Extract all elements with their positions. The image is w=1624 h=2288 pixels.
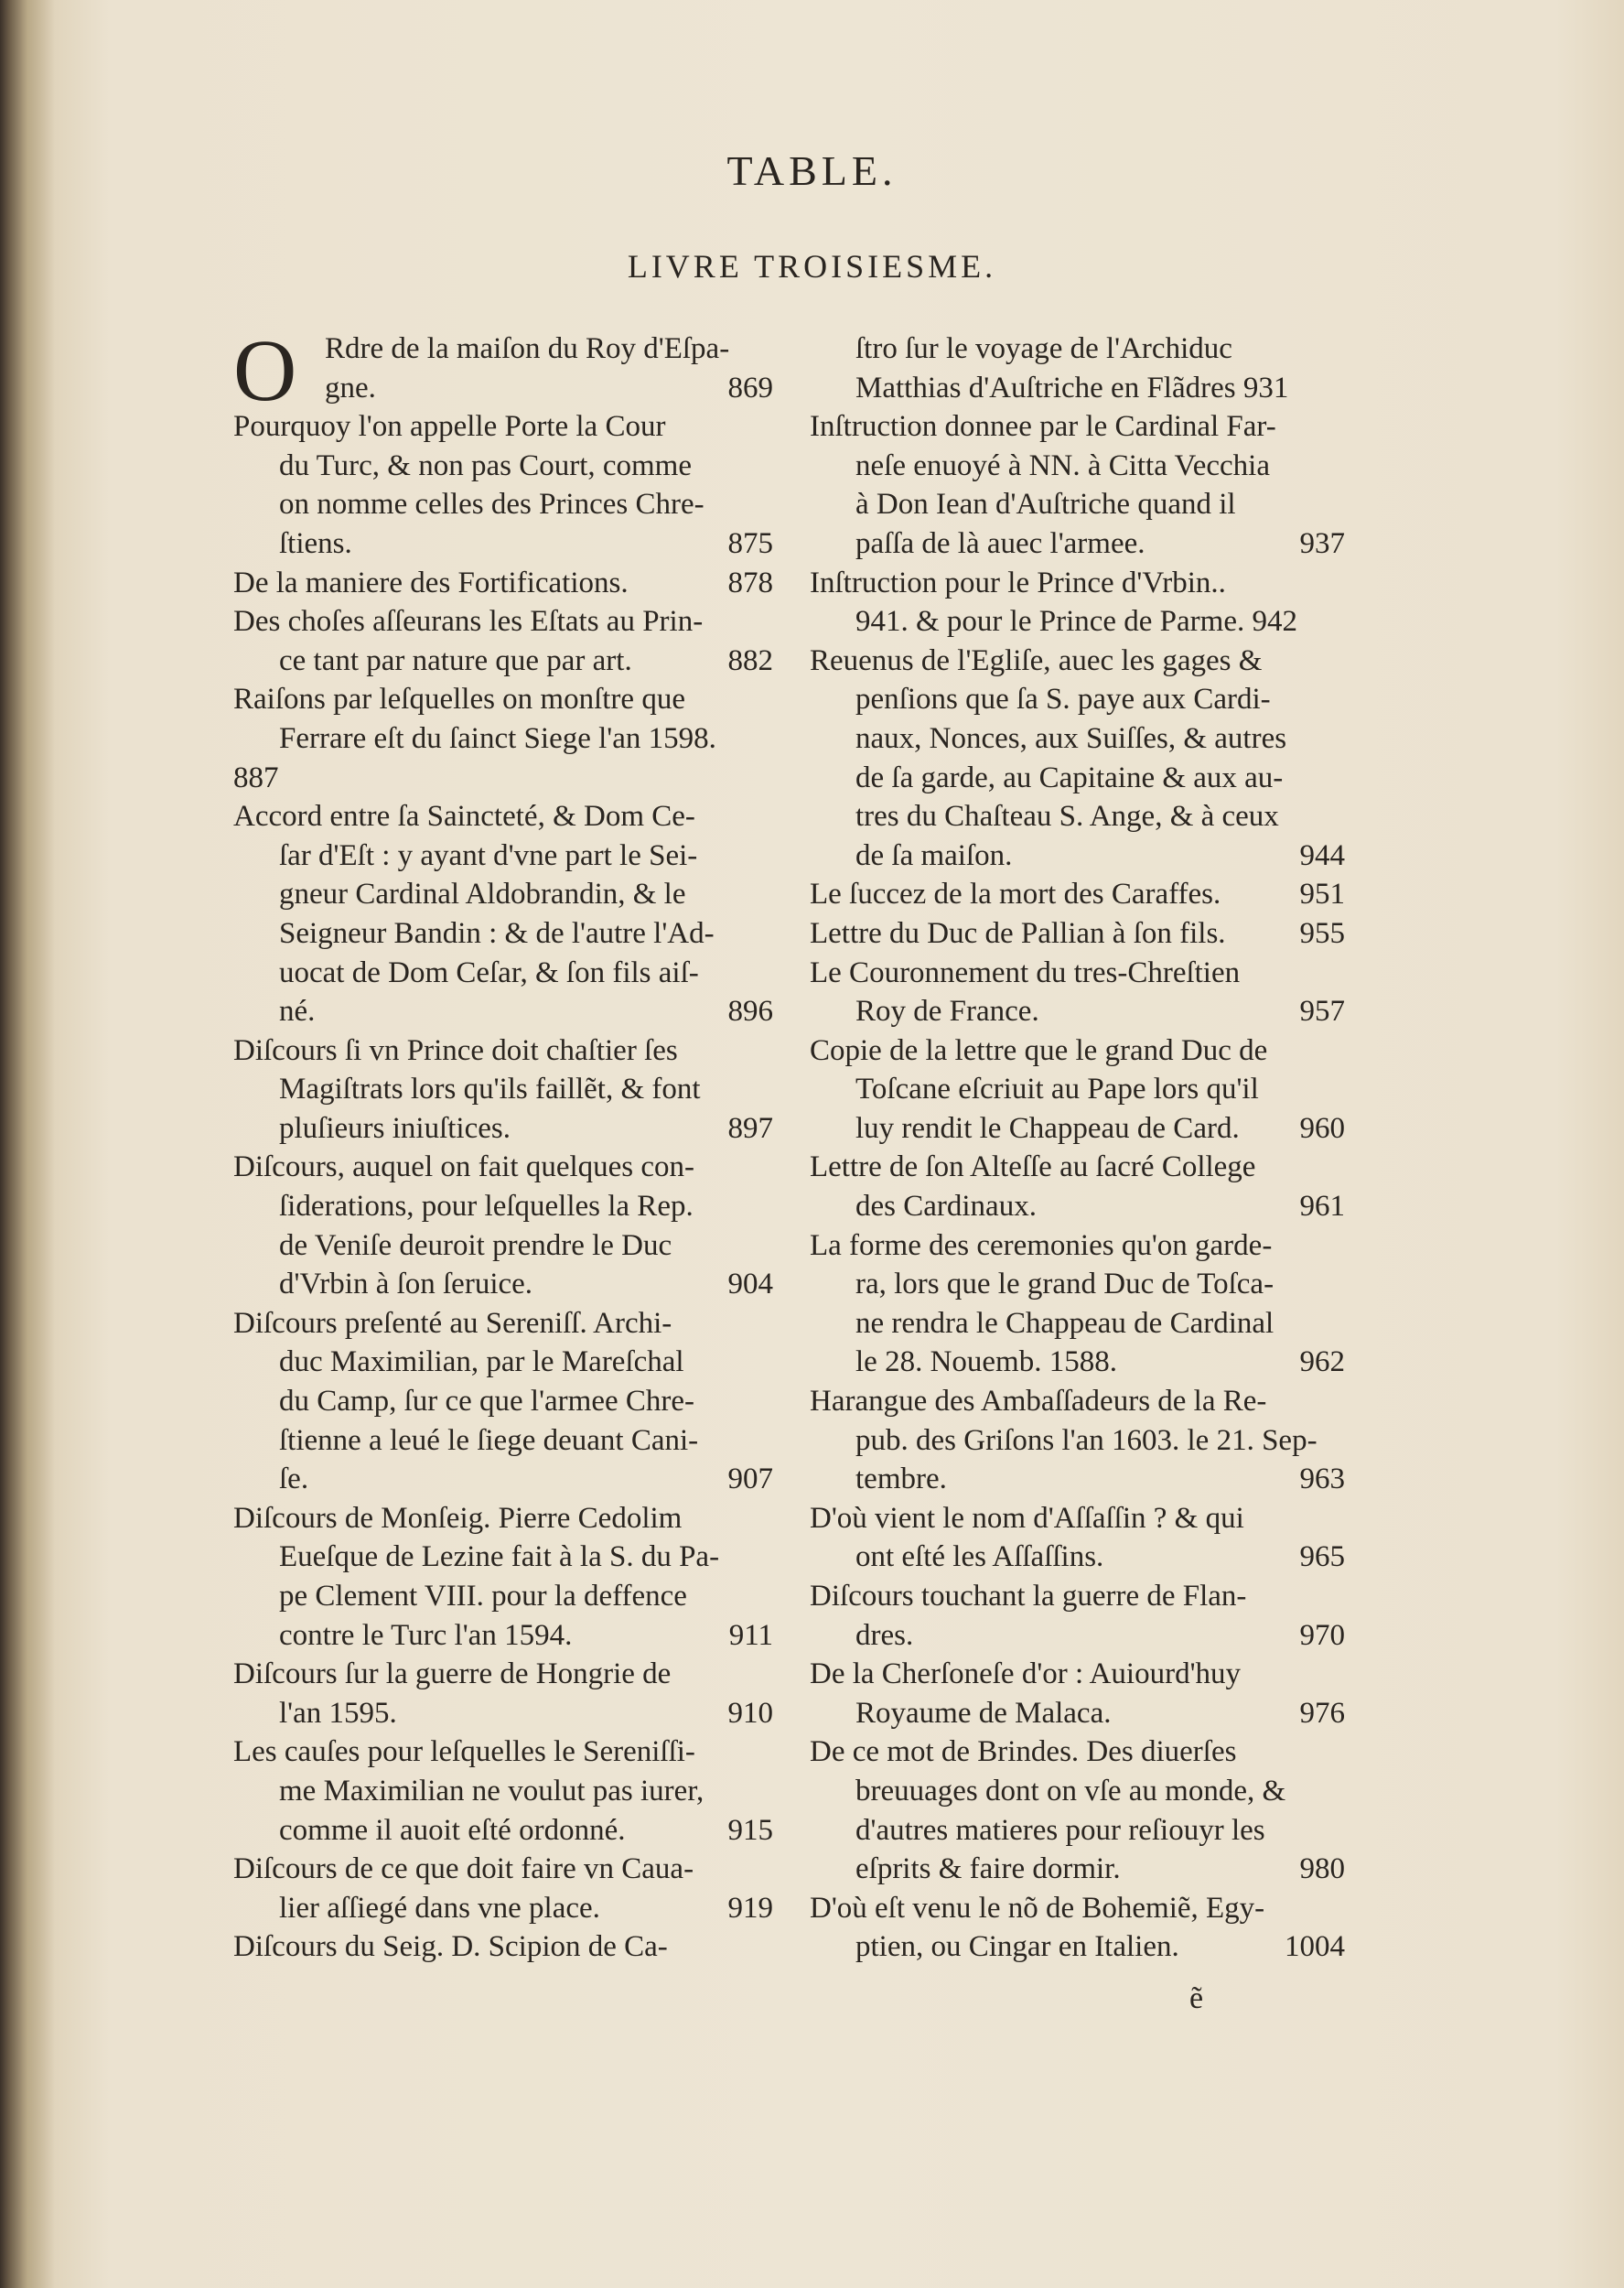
toc-entry-line	[233, 1460, 773, 1499]
toc-entry-line	[233, 1382, 773, 1421]
toc-page-number: 961	[1299, 1190, 1345, 1224]
toc-entry-line	[233, 524, 773, 564]
toc-entry-text: tembre.	[855, 1462, 947, 1496]
toc-entry-text: Royaume de Malaca.	[855, 1696, 1112, 1730]
toc-entry-line	[810, 1187, 1345, 1226]
toc-entry-text: me Maximilian ne voulut pas iurer,	[279, 1774, 704, 1808]
toc-entry-line	[810, 1265, 1345, 1304]
toc-page-number: 919	[727, 1891, 773, 1925]
toc-entry-line	[810, 1889, 1345, 1928]
toc-entry-line	[233, 602, 773, 642]
toc-entry-text: De ce mot de Brindes. Des diuerſes	[810, 1735, 1237, 1769]
toc-entry-line	[233, 1811, 773, 1851]
toc-entry-text: neſe enuoyé à NN. à Citta Vecchia	[855, 448, 1270, 482]
toc-entry-line	[810, 1694, 1345, 1733]
toc-entry-line	[233, 485, 773, 524]
toc-entry-line	[810, 329, 1345, 369]
toc-entry-text: des Cardinaux.	[855, 1190, 1037, 1224]
toc-entry-line	[233, 642, 773, 681]
toc-entry-text: eſprits & faire dormir.	[855, 1852, 1121, 1886]
toc-entry-text: Le Couronnement du tres-Chreſtien	[810, 955, 1241, 989]
toc-entry-text: pub. des Griſons l'an 1603. le 21. Sep-	[855, 1423, 1317, 1457]
toc-entry-text: paſſa de là auec l'armee.	[855, 526, 1145, 560]
toc-entry-line	[233, 447, 773, 486]
toc-page-number: 944	[1299, 838, 1345, 872]
toc-page-number: 960	[1299, 1111, 1345, 1145]
toc-entry-text: De la maniere des Fortifications.	[233, 566, 629, 599]
toc-entry-line	[810, 564, 1345, 603]
catchword: ẽ	[1189, 1981, 1204, 2015]
toc-entry-line	[810, 875, 1345, 914]
toc-entry-line	[810, 1655, 1345, 1694]
toc-entry-text: Les cauſes pour leſquelles le Sereniſſi-	[233, 1735, 695, 1769]
toc-entry-line	[233, 836, 773, 876]
toc-page-number: 980	[1299, 1852, 1345, 1886]
toc-entry-line	[810, 1927, 1345, 1967]
toc-entry-line	[810, 1460, 1345, 1499]
toc-entry-text: Le ſuccez de la mort des Caraffes.	[810, 878, 1221, 912]
toc-entry-line	[810, 485, 1345, 524]
toc-entry-line	[233, 564, 773, 603]
toc-entry-line	[233, 914, 773, 954]
toc-entry-text: d'autres matieres pour reſiouyr les	[855, 1813, 1265, 1847]
toc-entry-text: De la Cherſoneſe d'or : Auiourd'huy	[810, 1657, 1242, 1691]
toc-entry-line	[810, 797, 1345, 836]
toc-entry-line	[233, 1265, 773, 1304]
toc-entry-text: 941. & pour le Prince de Parme. 942	[855, 605, 1297, 639]
toc-entry-text: D'où eſt venu le nõ de Bohemiẽ, Egy-	[810, 1891, 1265, 1925]
toc-page-number: 963	[1299, 1462, 1345, 1496]
toc-entry-text: de ſa maiſon.	[855, 838, 1013, 872]
toc-entry-line	[233, 1343, 773, 1382]
toc-entry-text: Diſcours, auquel on fait quelques con-	[233, 1150, 695, 1184]
toc-entry-text: Seigneur Bandin : & de l'autre l'Ad-	[279, 916, 715, 950]
toc-entry-text: naux, Nonces, aux Suiſſes, & autres	[855, 721, 1287, 755]
toc-entry-text: Copie de la lettre que le grand Duc de	[810, 1033, 1268, 1067]
toc-entry-text: uocat de Dom Ceſar, & ſon fils aiſ-	[279, 955, 699, 989]
toc-entry-line	[233, 1070, 773, 1109]
toc-page-number: 955	[1299, 916, 1345, 950]
toc-entry-line	[233, 875, 773, 914]
toc-entry-line	[810, 1499, 1345, 1538]
toc-entry-text: du Turc, & non pas Court, comme	[279, 448, 692, 482]
toc-entry-line	[233, 1850, 773, 1889]
toc-entry-text: Toſcane eſcriuit au Pape lors qu'il	[855, 1073, 1259, 1106]
toc-entry-text: breuuages dont on vſe au monde, &	[855, 1774, 1286, 1808]
toc-entry-line	[233, 329, 773, 369]
toc-entry-line	[810, 992, 1345, 1031]
toc-entry-text: Roy de France.	[855, 995, 1039, 1029]
toc-entry-text: l'an 1595.	[279, 1696, 397, 1730]
toc-entry-line	[233, 1577, 773, 1616]
toc-entry-text: on nomme celles des Princes Chre-	[279, 488, 704, 522]
toc-entry-text: le 28. Nouemb. 1588.	[855, 1345, 1117, 1379]
toc-entry-line	[233, 1694, 773, 1733]
toc-entry-text: Ferrare eſt du ſainct Siege l'an 1598.	[279, 721, 716, 755]
toc-entry-line	[233, 1927, 773, 1967]
toc-entry-line	[233, 797, 773, 836]
toc-entry-line	[233, 1732, 773, 1772]
toc-entry-text: Rdre de la maiſon du Roy d'Eſpa-	[325, 332, 730, 365]
toc-entry-line	[810, 914, 1345, 954]
toc-entry-line	[233, 369, 773, 408]
toc-entry-text: gneur Cardinal Aldobrandin, & le	[279, 878, 686, 912]
toc-entry-line	[810, 1382, 1345, 1421]
toc-entry-text: de Veniſe deuroit prendre le Duc	[279, 1228, 672, 1262]
toc-entry-text: gne.	[325, 371, 376, 405]
toc-entry-text: Harangue des Ambaſſadeurs de la Re-	[810, 1385, 1267, 1419]
toc-entry-line	[810, 1811, 1345, 1851]
toc-entry-line	[810, 1226, 1345, 1266]
toc-entry-text: dres.	[855, 1618, 914, 1652]
toc-entry-text: pe Clement VIII. pour la deffence	[279, 1580, 687, 1613]
toc-entry-text: ne rendra le Chappeau de Cardinal	[855, 1306, 1274, 1340]
toc-entry-text: ſar d'Eſt : y ayant d'vne part le Sei-	[279, 838, 698, 872]
toc-entry-text: né.	[279, 995, 316, 1029]
toc-entry-line	[233, 992, 773, 1031]
toc-page-number: 904	[727, 1268, 773, 1301]
toc-entry-text: Eueſque de Lezine fait à la S. du Pa-	[279, 1540, 720, 1574]
page-header-title: TABLE.	[726, 147, 898, 194]
toc-entry-text: Inſtruction donnee par le Cardinal Far-	[810, 410, 1276, 444]
toc-entry-line	[810, 1850, 1345, 1889]
toc-entry-text: Accord entre ſa Saincteté, & Dom Ce-	[233, 800, 695, 834]
toc-entry-line	[233, 1499, 773, 1538]
toc-entry-text: ſtro ſur le voyage de l'Archiduc	[855, 332, 1232, 365]
toc-entry-line	[233, 1304, 773, 1344]
toc-entry-line	[233, 1187, 773, 1226]
toc-entry-line	[810, 369, 1345, 408]
toc-entry-line	[810, 1343, 1345, 1382]
toc-entry-text: ce tant par nature que par art.	[279, 643, 632, 677]
toc-entry-line	[233, 1655, 773, 1694]
toc-page-number: 907	[727, 1462, 773, 1496]
toc-entry-text: Des choſes aſſeurans les Eſtats au Prin-	[233, 605, 704, 639]
toc-entry-line	[810, 1616, 1345, 1656]
toc-entry-line	[810, 642, 1345, 681]
toc-entry-text: Diſcours preſenté au Sereniſſ. Archi-	[233, 1306, 672, 1340]
section-title: LIVRE TROISIESME.	[627, 248, 997, 285]
toc-entry-text: Diſcours ſi vn Prince doit chaſtier ſes	[233, 1033, 678, 1067]
toc-entry-text: ptien, ou Cingar en Italien.	[855, 1930, 1179, 1964]
toc-entry-line	[810, 1421, 1345, 1461]
toc-entry-line	[810, 1109, 1345, 1149]
toc-entry-text: comme il auoit eſté ordonné.	[279, 1813, 626, 1847]
toc-entry-text: ſtienne a leué le ſiege deuant Cani-	[279, 1423, 699, 1457]
toc-entry-line	[233, 1148, 773, 1187]
toc-page-number: 869	[727, 371, 773, 405]
toc-entry-text: Matthias d'Auſtriche en Flãdres 931	[855, 371, 1289, 405]
toc-entry-text: Magiſtrats lors qu'ils faillẽt, & font	[279, 1073, 701, 1106]
toc-entry-text: D'où vient le nom d'Aſſaſſin ? & qui	[810, 1501, 1244, 1535]
toc-entry-line	[233, 954, 773, 993]
toc-entry-line	[233, 1421, 773, 1461]
toc-entry-line	[233, 719, 773, 759]
toc-page-number: 875	[727, 526, 773, 560]
toc-left-column	[233, 321, 773, 1967]
toc-page-number: 882	[727, 643, 773, 677]
toc-entry-line	[233, 407, 773, 447]
toc-entry-line	[810, 602, 1345, 642]
toc-entry-line	[233, 680, 773, 719]
toc-entry-line	[233, 1772, 773, 1811]
toc-entry-text: Lettre du Duc de Pallian à ſon fils.	[810, 916, 1226, 950]
toc-entry-text: ont eſté les Aſſaſſins.	[855, 1540, 1104, 1574]
page-binding-shadow	[0, 0, 55, 2288]
toc-entry-text: Raiſons par leſquelles on monſtre que	[233, 683, 685, 717]
toc-entry-text: Diſcours du Seig. D. Scipion de Ca-	[233, 1930, 668, 1964]
toc-entry-text: Inſtruction pour le Prince d'Vrbin..	[810, 566, 1226, 599]
toc-entry-line	[233, 1109, 773, 1149]
toc-entry-text: La forme des ceremonies qu'on garde-	[810, 1228, 1273, 1262]
toc-page-number: 1004	[1285, 1930, 1345, 1964]
toc-entry-line	[810, 680, 1345, 719]
toc-entry-text: duc Maximilian, par le Mareſchal	[279, 1345, 684, 1379]
toc-entry-text: tres du Chaſteau S. Ange, & à ceux	[855, 800, 1279, 834]
toc-entry-line	[233, 1031, 773, 1071]
toc-entry-text: ſtiens.	[279, 526, 352, 560]
toc-entry-text: luy rendit le Chappeau de Card.	[855, 1111, 1240, 1145]
toc-entry-text: d'Vrbin à ſon ſeruice.	[279, 1268, 533, 1301]
toc-page-number: 970	[1299, 1618, 1345, 1652]
toc-entry-line	[233, 759, 773, 798]
toc-page-number: 915	[727, 1813, 773, 1847]
toc-entry-text: Diſcours touchant la guerre de Flan-	[810, 1580, 1247, 1613]
toc-entry-line	[233, 1538, 773, 1577]
toc-entry-text: contre le Turc l'an 1594.	[279, 1618, 573, 1652]
toc-page-number: 937	[1299, 526, 1345, 560]
toc-entry-line	[810, 1772, 1345, 1811]
toc-page-number: 965	[1299, 1540, 1345, 1574]
toc-entry-line	[810, 954, 1345, 993]
toc-entry-text: Reuenus de l'Egliſe, auec les gages &	[810, 643, 1263, 677]
toc-page-number: 911	[728, 1618, 773, 1652]
toc-page-number: 896	[727, 995, 773, 1029]
toc-entry-line	[810, 1577, 1345, 1616]
toc-entry-text: Lettre de ſon Alteſſe au ſacré College	[810, 1150, 1256, 1184]
drop-cap: O	[233, 321, 297, 419]
toc-entry-text: à Don Iean d'Auſtriche quand il	[855, 488, 1236, 522]
toc-entry-text: 887	[233, 761, 279, 794]
toc-entry-line	[810, 1031, 1345, 1071]
toc-page-number: 878	[727, 566, 773, 599]
toc-page-number: 957	[1299, 995, 1345, 1029]
toc-entry-line	[810, 759, 1345, 798]
toc-entry-line	[810, 524, 1345, 564]
toc-page-number: 976	[1299, 1696, 1345, 1730]
toc-entry-line	[810, 1070, 1345, 1109]
toc-entry-line	[810, 407, 1345, 447]
toc-entry-text: penſions que ſa S. paye aux Cardi-	[855, 683, 1271, 717]
toc-entry-line	[810, 1732, 1345, 1772]
toc-entry-text: lier aſſiegé dans vne place.	[279, 1891, 600, 1925]
toc-entry-text: Diſcours de ce que doit faire vn Caua-	[233, 1852, 694, 1886]
toc-page-number: 897	[727, 1111, 773, 1145]
toc-entry-text: pluſieurs iniuſtices.	[279, 1111, 511, 1145]
toc-entry-text: ſe.	[279, 1462, 309, 1496]
toc-entry-line	[233, 1616, 773, 1656]
toc-page-number: 951	[1299, 878, 1345, 912]
toc-entry-line	[810, 719, 1345, 759]
toc-entry-line	[810, 836, 1345, 876]
toc-right-column	[810, 329, 1345, 1967]
toc-entry-line	[233, 1226, 773, 1266]
toc-entry-text: Pourquoy l'on appelle Porte la Cour	[233, 410, 666, 444]
toc-entry-line	[810, 1538, 1345, 1577]
toc-entry-text: de ſa garde, au Capitaine & aux au-	[855, 761, 1284, 794]
toc-page-number: 962	[1299, 1345, 1345, 1379]
toc-entry-text: Diſcours de Monſeig. Pierre Cedolim	[233, 1501, 683, 1535]
toc-entry-line	[233, 1889, 773, 1928]
toc-entry-line	[810, 1304, 1345, 1344]
toc-entry-text: du Camp, ſur ce que l'armee Chre-	[279, 1385, 695, 1419]
toc-entry-text: ſiderations, pour leſquelles la Rep.	[279, 1190, 694, 1224]
toc-entry-line	[810, 447, 1345, 486]
toc-entry-line	[810, 1148, 1345, 1187]
toc-page-number: 910	[727, 1696, 773, 1730]
toc-entry-text: ra, lors que le grand Duc de Toſca-	[855, 1268, 1274, 1301]
toc-entry-text: Diſcours ſur la guerre de Hongrie de	[233, 1657, 672, 1691]
